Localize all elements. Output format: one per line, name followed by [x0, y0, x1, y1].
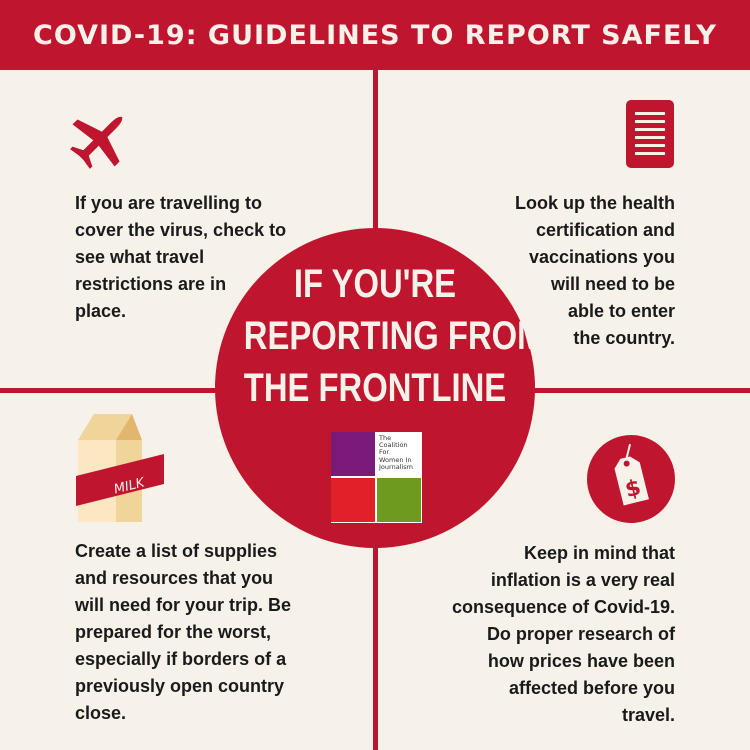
price-tag-icon [587, 435, 675, 523]
milk-carton-icon [76, 410, 166, 525]
milk-label: MILK [112, 475, 147, 498]
logo-green-square [377, 478, 421, 522]
page-title: COVID-19: GUIDELINES TO REPORT SAFELY [33, 19, 717, 51]
health-certification-text: Look up the health certification and vaccinations you will need to be able to enter the country. [515, 193, 675, 348]
inflation-text: Keep in mind that inflation is a very real consequence of Covid-19. Do proper research of how prices have been affected before you travel. [451, 543, 675, 725]
center-title: IF YOU'RE REPORTING FROM THE FRONTLINE [243, 262, 545, 410]
document-icon [626, 100, 674, 168]
logo-red-square [331, 478, 375, 522]
logo-text: The Coalition For Women In Journalism [379, 434, 414, 471]
airplane-icon [66, 103, 136, 173]
logo-purple-square [331, 432, 375, 476]
supplies-text: Create a list of supplies and resources that you will need for your trip. Be prepared for the worst, especially if borders of a previously open country close. [75, 541, 292, 723]
coalition-logo [331, 432, 422, 523]
dollar-sign: $ [622, 475, 644, 504]
header-banner [0, 0, 750, 70]
travel-restrictions-text: If you are travelling to cover the virus, check to see what travel restrictions are in place. [75, 193, 287, 321]
